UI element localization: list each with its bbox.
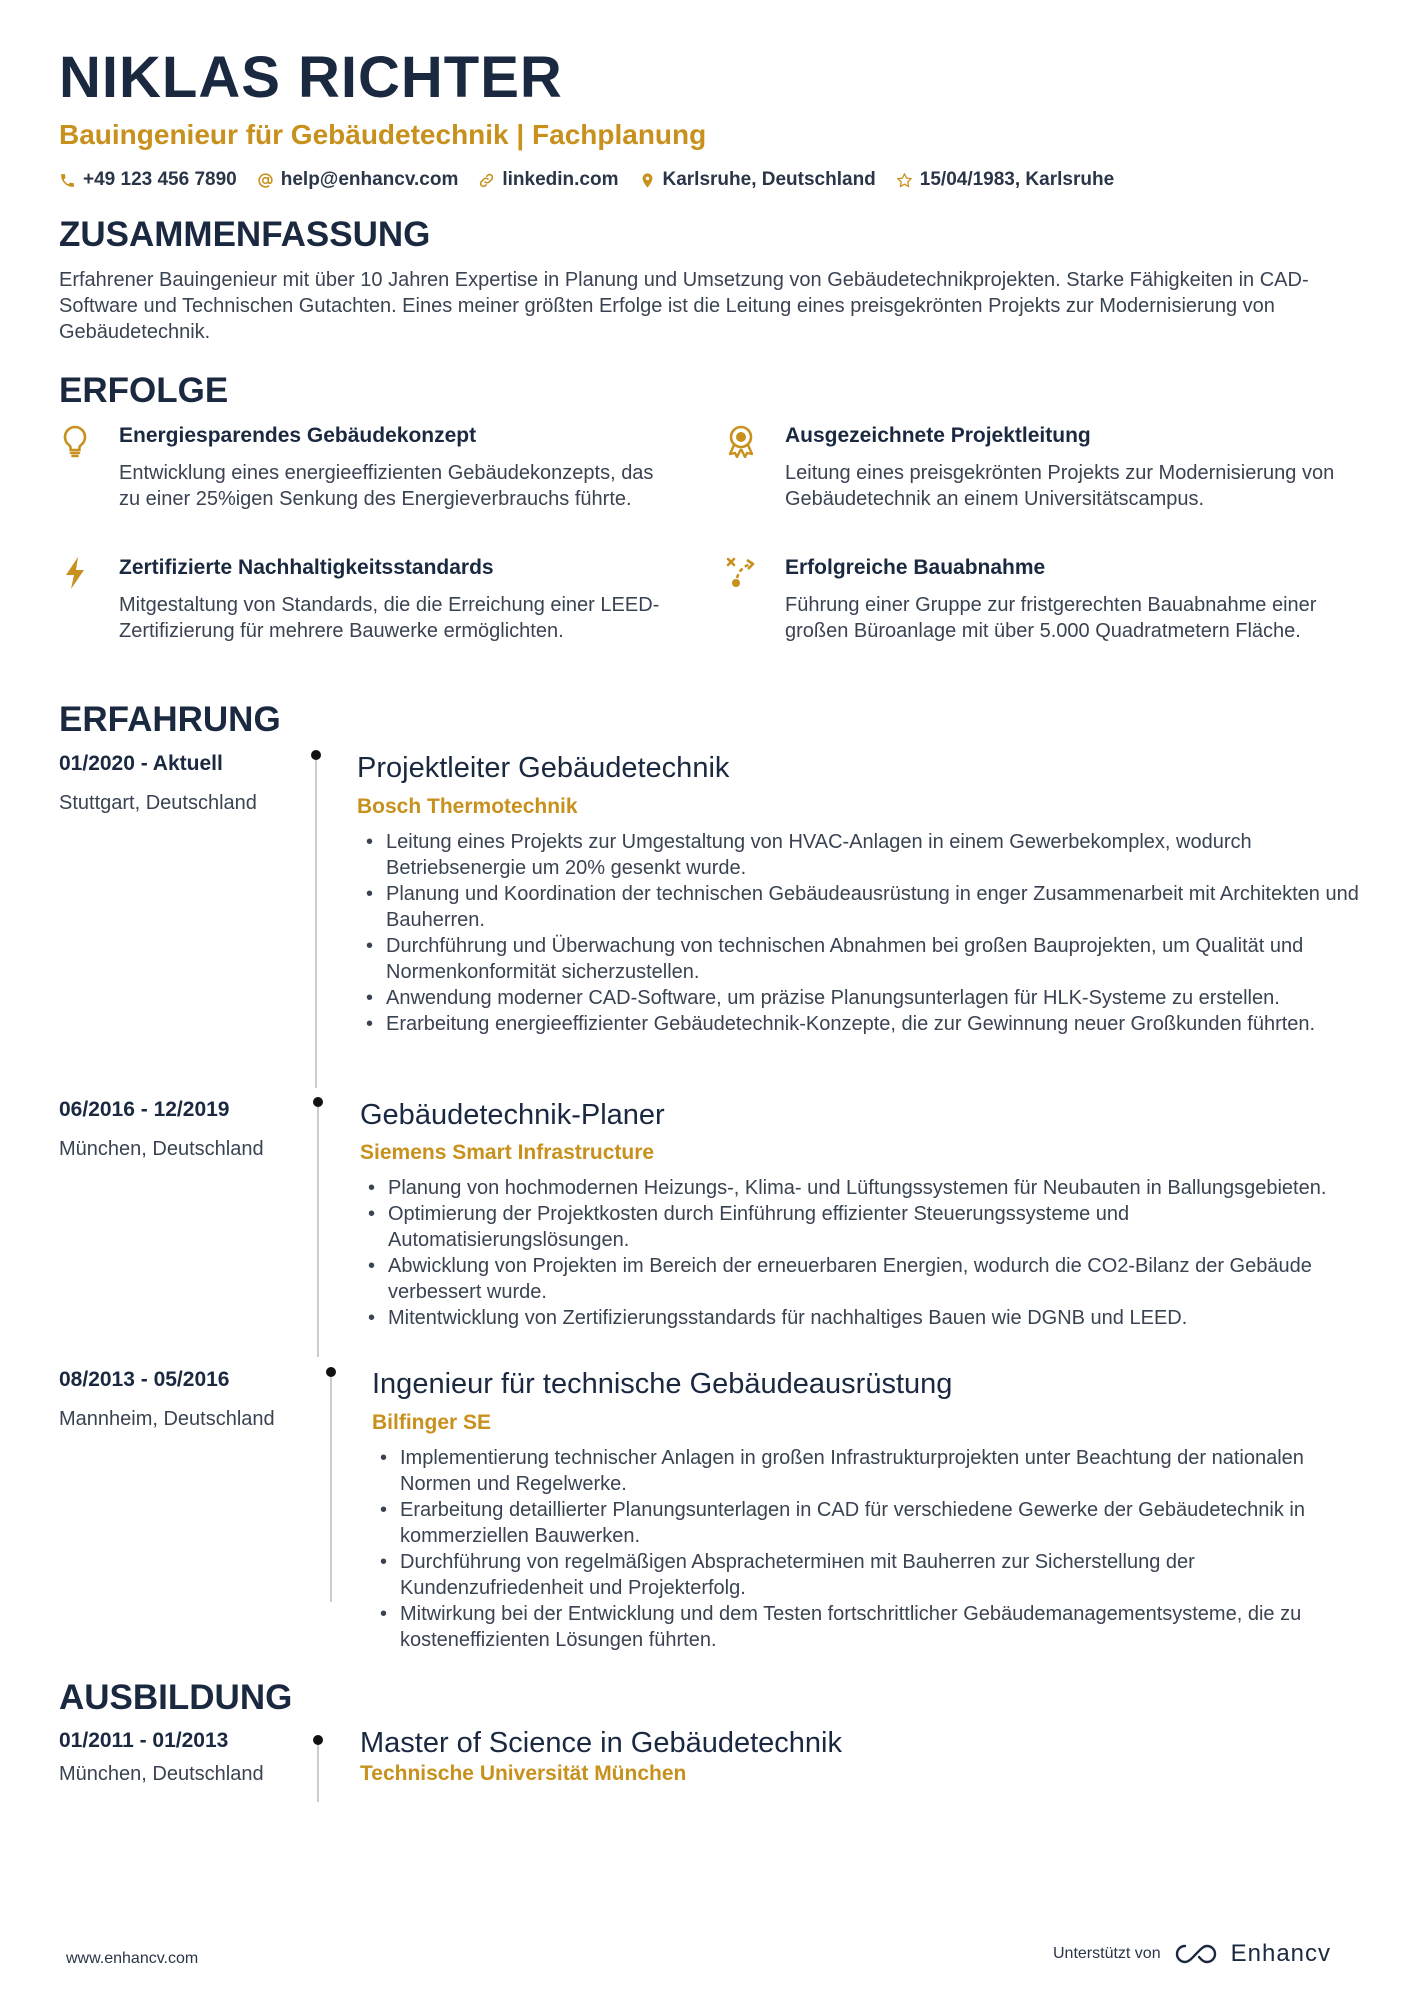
- contact-location-text: Karlsruhe, Deutschland: [662, 169, 876, 190]
- job-date: 01/2020 - Aktuell: [59, 752, 223, 775]
- contact-phone-text: +49 123 456 7890: [83, 169, 237, 190]
- achievement-title: Zertifizierte Nachhaltigkeitsstandards: [119, 556, 494, 579]
- timeline-dot: [311, 750, 321, 760]
- contact-bar: [59, 169, 1114, 191]
- at-icon: [257, 172, 274, 189]
- strategy-arrow-icon: [725, 556, 757, 590]
- lightbulb-icon: [59, 424, 91, 458]
- education-degree: Master of Science in Gebäudetechnik: [360, 1727, 842, 1759]
- education-school: Technische Universität München: [360, 1762, 687, 1785]
- job-bullets: [364, 1175, 1364, 1331]
- candidate-subtitle: Bauingenieur für Gebäudetechnik | Fachplanung: [59, 119, 707, 150]
- contact-birth: [896, 169, 1114, 191]
- timeline-line: [317, 1740, 319, 1802]
- job-title: Projektleiter Gebäudetechnik: [357, 752, 730, 784]
- achievement-desc: Leitung eines preisgekrönten Projekts zur Modernisierung von Gebäudetechnik an einem Universitätscampus.: [785, 462, 1335, 510]
- achievement-title: Erfolgreiche Bauabnahme: [785, 556, 1046, 579]
- contact-location: [639, 169, 876, 191]
- achievement-title: Ausgezeichnete Projektleitung: [785, 424, 1091, 447]
- timeline-dot: [326, 1367, 336, 1377]
- job-date: 06/2016 - 12/2019: [59, 1098, 230, 1121]
- job-location: München, Deutschland: [59, 1138, 264, 1160]
- education-date: 01/2011 - 01/2013: [59, 1729, 229, 1752]
- job-bullet: • Abwicklung von Projekten im Bereich der erneuerbaren Energien, wodurch die CO2-Bilanz der Gebäude verbessert wurde.: [364, 1253, 1364, 1305]
- achievement-desc: Mitgestaltung von Standards, die die Erreichung einer LEED-Zertifizierung für mehrere Bauwerke ermöglichten.: [119, 594, 660, 642]
- achievement-desc: Führung einer Gruppe zur fristgerechten Bauabnahme einer großen Büroanlage mit über 5.000 Quadratmetern Fläche.: [785, 594, 1317, 642]
- job-company: Siemens Smart Infrastructure: [360, 1141, 655, 1164]
- powered-by-label: Unterstützt von: [1053, 1945, 1161, 1962]
- job-location: Mannheim, Deutschland: [59, 1408, 275, 1430]
- footer-branding: [1053, 1940, 1331, 1968]
- job-company: Bosch Thermotechnik: [357, 795, 578, 818]
- timeline-line: [315, 755, 317, 1088]
- job-bullet: • Planung und Koordination der technischen Gebäudeausrüstung in enger Zusammenarbeit mit Architekten und Bauherren.: [362, 881, 1362, 933]
- enhancv-logo-icon: [1173, 1942, 1219, 1966]
- education-location: München, Deutschland: [59, 1763, 264, 1785]
- location-pin-icon: [639, 172, 656, 189]
- education-heading: AUSBILDUNG: [59, 1678, 293, 1717]
- contact-email[interactable]: [257, 169, 459, 191]
- contact-linkedin-text: linkedin.com: [502, 169, 619, 190]
- job-date: 08/2013 - 05/2016: [59, 1368, 230, 1391]
- enhancv-brand: Enhancv: [1230, 1940, 1332, 1967]
- job-bullet: • Mitwirkung bei der Entwicklung und dem Testen fortschrittlicher Gebäudemanagementsysteme, die zu kosteneffizienten Lösungen führten.: [376, 1601, 1366, 1653]
- job-bullet: • Durchführung von regelmäßigen Absprachetermінen mit Bauherren zur Sicherstellung der Kundenzufriedenheit und Projekterfolg.: [376, 1549, 1366, 1601]
- contact-phone[interactable]: [59, 169, 237, 191]
- job-bullets: [362, 829, 1362, 1037]
- job-bullet: • Leitung eines Projekts zur Umgestaltung von HVAC-Anlagen in einem Gewerbekomplex, wodurch Betriebsenergie um 20% gesenkt wurde.: [362, 829, 1362, 881]
- job-title: Ingenieur für technische Gebäudeausrüstung: [372, 1368, 953, 1400]
- experience-heading: ERFAHRUNG: [59, 700, 281, 739]
- candidate-name: NIKLAS RICHTER: [59, 45, 563, 110]
- contact-birth-text: 15/04/1983, Karlsruhe: [919, 169, 1115, 190]
- job-company: Bilfinger SE: [372, 1411, 492, 1434]
- job-bullet: • Mitentwicklung von Zertifizierungsstandards für nachhaltiges Bauen wie DGNB und LEED.: [364, 1305, 1364, 1331]
- job-bullet: • Erarbeitung energieeffizienter Gebäudetechnik-Konzepte, die zur Gewinnung neuer Großkunden führten.: [362, 1011, 1362, 1037]
- job-bullet: • Anwendung moderner CAD-Software, um präzise Planungsunterlagen für HLK-Systeme zu erstellen.: [362, 985, 1362, 1011]
- job-location: Stuttgart, Deutschland: [59, 792, 257, 814]
- job-bullet: • Planung von hochmodernen Heizungs-, Klima- und Lüftungssystemen für Neubauten in Ballungsgebieten.: [364, 1175, 1364, 1201]
- link-icon: [478, 172, 495, 189]
- contact-linkedin[interactable]: [478, 169, 618, 191]
- achievement-title: Energiesparendes Gebäudekonzept: [119, 424, 477, 447]
- award-icon: [725, 424, 757, 458]
- lightning-icon: [59, 556, 91, 590]
- job-bullets: [376, 1445, 1366, 1653]
- timeline-line: [317, 1102, 319, 1357]
- star-icon: [896, 172, 913, 189]
- footer-website[interactable]: www.enhancv.com: [66, 1950, 199, 1967]
- achievement-desc: Entwicklung eines energieeffizienten Gebäudekonzepts, das zu einer 25%igen Senkung des Energieverbrauchs führte.: [119, 462, 654, 510]
- job-bullet: • Implementierung technischer Anlagen in großen Infrastrukturprojekten unter Beachtung der nationalen Normen und Regelwerke.: [376, 1445, 1366, 1497]
- job-bullet: • Optimierung der Projektkosten durch Einführung effizienter Steuerungssysteme und Automatisierungslösungen.: [364, 1201, 1364, 1253]
- timeline-dot: [313, 1735, 323, 1745]
- timeline-line: [330, 1372, 332, 1602]
- job-bullet: • Erarbeitung detaillierter Planungsunterlagen in CAD für verschiedene Gewerke der Gebäudetechnik in kommerziellen Bauwerken.: [376, 1497, 1366, 1549]
- summary-text: Erfahrener Bauingenieur mit über 10 Jahren Expertise in Planung und Umsetzung von Gebäudetechnikprojekten. Starke Fähigkeiten in CAD-Software und Technischen Gutachten. Eines meiner größten Erfolge ist die Leitung eines preisgekrönten Projekts zur Modernisierung von Gebäudetechnik.: [59, 269, 1309, 343]
- contact-email-text: help@enhancv.com: [280, 169, 459, 190]
- job-title: Gebäudetechnik-Planer: [360, 1099, 665, 1131]
- summary-heading: ZUSAMMENFASSUNG: [59, 215, 431, 254]
- timeline-dot: [313, 1097, 323, 1107]
- phone-icon: [59, 172, 76, 189]
- achievements-heading: ERFOLGE: [59, 371, 229, 410]
- job-bullet: • Durchführung und Überwachung von technischen Abnahmen bei großen Bauprojekten, um Qualität und Normenkonformität sicherzustellen.: [362, 933, 1362, 985]
